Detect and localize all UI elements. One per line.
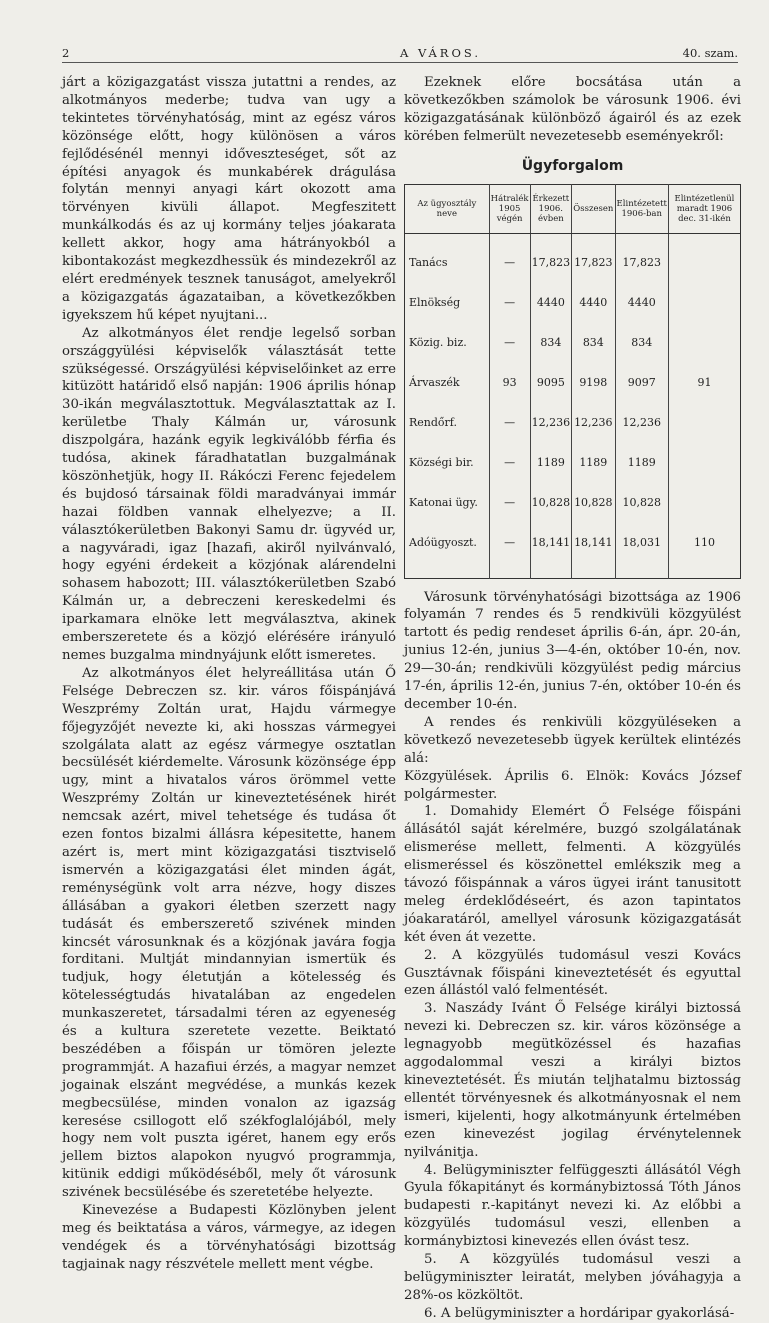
arrived-cell: 1189 [530,452,572,474]
department-name: Adóügyoszt. [409,536,477,550]
backlog-cell: — [489,532,530,554]
paragraph: járt a közigazgatást vissza jutattni a rendes, az alkotmányos mederbe; tudva van ugy a tekintetes törvényhatóság, mint az egész város közönsége előtt, hogy különösen a város fejlődésénél mennyi időveszteséget, sőt az építési anyagok és munkabérek drágulása folytán mennyi anyagi kárt okozott ama törvényen kivüli állapot. Megfeszitett munkálkodás és az uj kormány teljes jóakarata kellett akkor, hogy ama hátrányokból a kibontakozást megkezdhessük és mindezekről az elért eredmények tesznek tanuságot, amelyekről a közigazgatás ágazataiban, a következőkben igyekszem hű képet nyujtani... [62,75,396,323]
total-cell: 12,236 [572,412,615,434]
paragraph: 1. Domahidy Elemért Ő Felsége főispáni állásától saját kérelmére, buzgó szolgálatának elismerése mellett, felmenti. A közgyülés elismeréssel és köszönettel emlékszik meg a távozó főispánnak a város ügyei iránt tanusitott meleg érdeklődéseért, és azon tapintatos jóakaratáról, amellyel városunk közigazgatását két éven át vezette. [404,804,741,945]
total-cell: 9198 [572,372,615,394]
left-cell [668,252,740,274]
total-cell: 18,141 [572,532,615,554]
department-name: Katonai ügy. [409,496,478,510]
left-cell [668,412,740,434]
done-cell: 1189 [615,452,668,474]
arrived-cell: 4440 [530,292,572,314]
done-cell: 18,031 [615,532,668,554]
done-cell: 9097 [615,372,668,394]
paragraph: 3. Naszády Ivánt Ő Felsége királyi biztossá nevezi ki. Debreczen sz. kir. város közönsége a legnagyobb megütközéssel és hazafias aggodalommal veszi a királyi biztos kineveztetését. És miután teljhatalmu biztosság ellentét törvényesnek és alkotmányosnak el nem ismeri, kijelenti, hogy alkotmányunk értelmében ezen kinevezést jogilag érvénytelennek nyilvánitja. [404,1001,741,1160]
arrived-cell: 10,828 [530,492,572,514]
backlog-cell: — [489,412,530,434]
left-cell [668,452,740,474]
done-cell: 12,236 [615,412,668,434]
page-header [62,44,738,63]
table-row [405,252,741,274]
arrived-cell: 17,823 [530,252,572,274]
done-cell: 834 [615,332,668,354]
table-row [405,332,741,354]
column-header: Elintézetett 1906-ban [615,184,668,233]
table-row [405,532,741,554]
done-cell: 17,823 [615,252,668,274]
column-header: Az ügyosztály neve [405,184,490,233]
paragraph: Az alkotmányos élet helyreállitása után Ő Felsége Debreczen sz. kir. város főispánjává Weszprémy Zoltán urat, Hajdu vármegye főjegyzőjét nevezte ki, aki hosszas vármegyei szolgálata alatt az egész vármegye osztatlan becsülését kiérdemelte. Városunk közönsége épp ugy, mint a hivatalos város örömmel vette Weszprémy Zoltán ur kineveztetésének hirét nemcsak azért, mivel tehetsége és tudása őt ezen fontos bizalmi állásra képesitette, hanem azért is, mert mint közigazgatási tisztviselő ismervén a közigazgatási élet minden ágát, reménységünk volt arra nézve, hogy diszes állásában a gyakori életben szerzett nagy tudását és emberszerető szivének minden kincsét városunknak és a közjónak javára fogja forditani. Multját mindannyian ismertük és tudjuk, hogy életutján a kötelesség és kötelességtudás hivatalában az engedelen munkaszeretet, társadalmi téren az egyeneség és a kultura szeretete vezette. Beiktató beszédében a főispán ur tömören jelezte programmját. A hazafiui érzés, a magyar nemzet jogainak elszánt megvédése, a munkás kezek megbecsülése, minden vonalon az igazság keresése csillogott elő székfoglalójából, mely hogy nem volt puszta igéret, hanem egy erős jellem biztos alapokon nyugvó programmja, kitünik eddigi működéséből, mely őt városunk szivének becsülésébe és szeretetébe helyezte. [62,665,396,1201]
left-cell: 110 [668,532,740,554]
table-row [405,492,741,514]
backlog-cell: — [489,492,530,514]
department-name: Közig. biz. [409,336,467,350]
column-header: Összesen [572,184,615,233]
journal-title: A VÁROS. [400,46,482,60]
backlog-cell: — [489,332,530,354]
done-cell: 4440 [615,292,668,314]
department-name: Tanács [409,256,448,270]
total-cell: 17,823 [572,252,615,274]
paragraph: Kinevezése a Budapesti Közlönyben jelent meg és beiktatása a város, vármegye, az idegen vendégek és a törvényhatósági bizottság tagjainak nagy részvétele mellett ment végbe. [62,1203,396,1272]
total-cell: 1189 [572,452,615,474]
paragraph: 4. Belügyminiszter felfüggeszti állásától Végh Gyula főkapitányt és kormánybiztossá Tóth János budapesti r.-kapitányt nevezi ki. Az előbbi a közgyülés tudomásul veszi, ellenben a kormánybiztosi kinevezés ellen óvást tesz. [404,1162,741,1250]
paragraph: A rendes és renkivüli közgyüléseken a következő nevezetesebb ügyek kerültek elintézés alá: [404,714,741,766]
department-name: Községi bir. [409,456,474,470]
backlog-cell: — [489,292,530,314]
left-cell [668,332,740,354]
intro-paragraph: Ezeknek előre bocsátása után a következőkben számolok be városunk 1906. évi közigazgatásának különböző ágairól és az ezek körében felmerült nevezetesebb eseményekről: [404,75,741,144]
arrived-cell: 9095 [530,372,572,394]
column-header: Érkezett 1906. évben [530,184,572,233]
done-cell: 10,828 [615,492,668,514]
paragraph: Az alkotmányos élet rendje legelső sorban országgyülési képviselők választását tette szükségessé. Országyülési képviselőinket az erre kitüzött határidő első napján: 1906 április hónap 30-ikán megválasztottuk. Megválasztattak az I. kerületbe Thaly Kálmán ur, városunk diszpolgára, hazánk egyik legkiválóbb férfia és tudósa, akinek fáradhatatlan buzgalmának köszönhetjük, hogy II. Rákóczi Ferenc fejedelem és bujdosó társainak földi maradványai immár hazai földben vannak elhelyezve; a II. választókerületben Bakonyi Samu dr. ügyvéd ur, a nagyváradi, igaz [hazafi, akiről nyilvánvaló, hogy egyéni érdekeit a közjónak alárendelni sohasem habozott; III. választókerületben Szabó Kálmán ur, a debreczeni kereskedelmi és iparkamara elnöke lett megválasztva, akinek emberszeretete és a közjó elérésére irányuló nemes buzgalma mindnyájunk előtt ismeretes. [62,325,396,663]
backlog-cell: — [489,252,530,274]
department-name: Elnökség [409,296,461,310]
paragraph: 2. A közgyülés tudomásul veszi Kovács Gusztávnak főispáni kineveztetését és egyuttal ezen állástól való felmentését. [404,947,741,999]
table-row [405,412,741,434]
case-statistics-table [404,184,741,579]
total-cell: 10,828 [572,492,615,514]
left-cell: 91 [668,372,740,394]
table-row [405,372,741,394]
total-cell: 4440 [572,292,615,314]
paragraph: 5. A közgyülés tudomásul veszi a belügyminiszter leiratát, melyben jóváhagyja a 28%-os közköltöt. [404,1252,741,1303]
paragraph: Városunk törvényhatósági bizottsága az 1906 folyamán 7 rendes és 5 rendkivüli közgyülést tartott és pedig rendeset április 6-án, ápr. 20-án, junius 12-én, junius 3—4-én, október 10-én, nov. 29—30-án; rendkivüli közgyülést pedig március 17-én, április 12-én, junius 7-én, október 10-én és december 10-én. [404,589,741,712]
paragraph: Közgyülések. Április 6. Elnök: Kovács József polgármester. [404,768,741,802]
total-cell: 834 [572,332,615,354]
left-column [62,74,396,1274]
department-name: Árvaszék [409,376,460,390]
backlog-cell: 93 [489,372,530,394]
table-row [405,292,741,314]
page-number: 2 [62,46,70,60]
left-cell [668,292,740,314]
right-column [404,74,741,1323]
table-title: Ügyforgalom [521,157,624,174]
department-name: Rendőrf. [409,416,457,430]
arrived-cell: 18,141 [530,532,572,554]
left-cell [668,492,740,514]
column-header: Hátralék 1905 végén [489,184,530,233]
arrived-cell: 834 [530,332,572,354]
paragraph: 6. A belügyminiszter a hordáripar gyakorlásá- [424,1305,735,1321]
arrived-cell: 12,236 [530,412,572,434]
backlog-cell: — [489,452,530,474]
table-row [405,452,741,474]
column-header: Elintézetlenül maradt 1906 dec. 31-ikén [668,184,740,233]
issue-number: 40. szam. [682,46,738,60]
